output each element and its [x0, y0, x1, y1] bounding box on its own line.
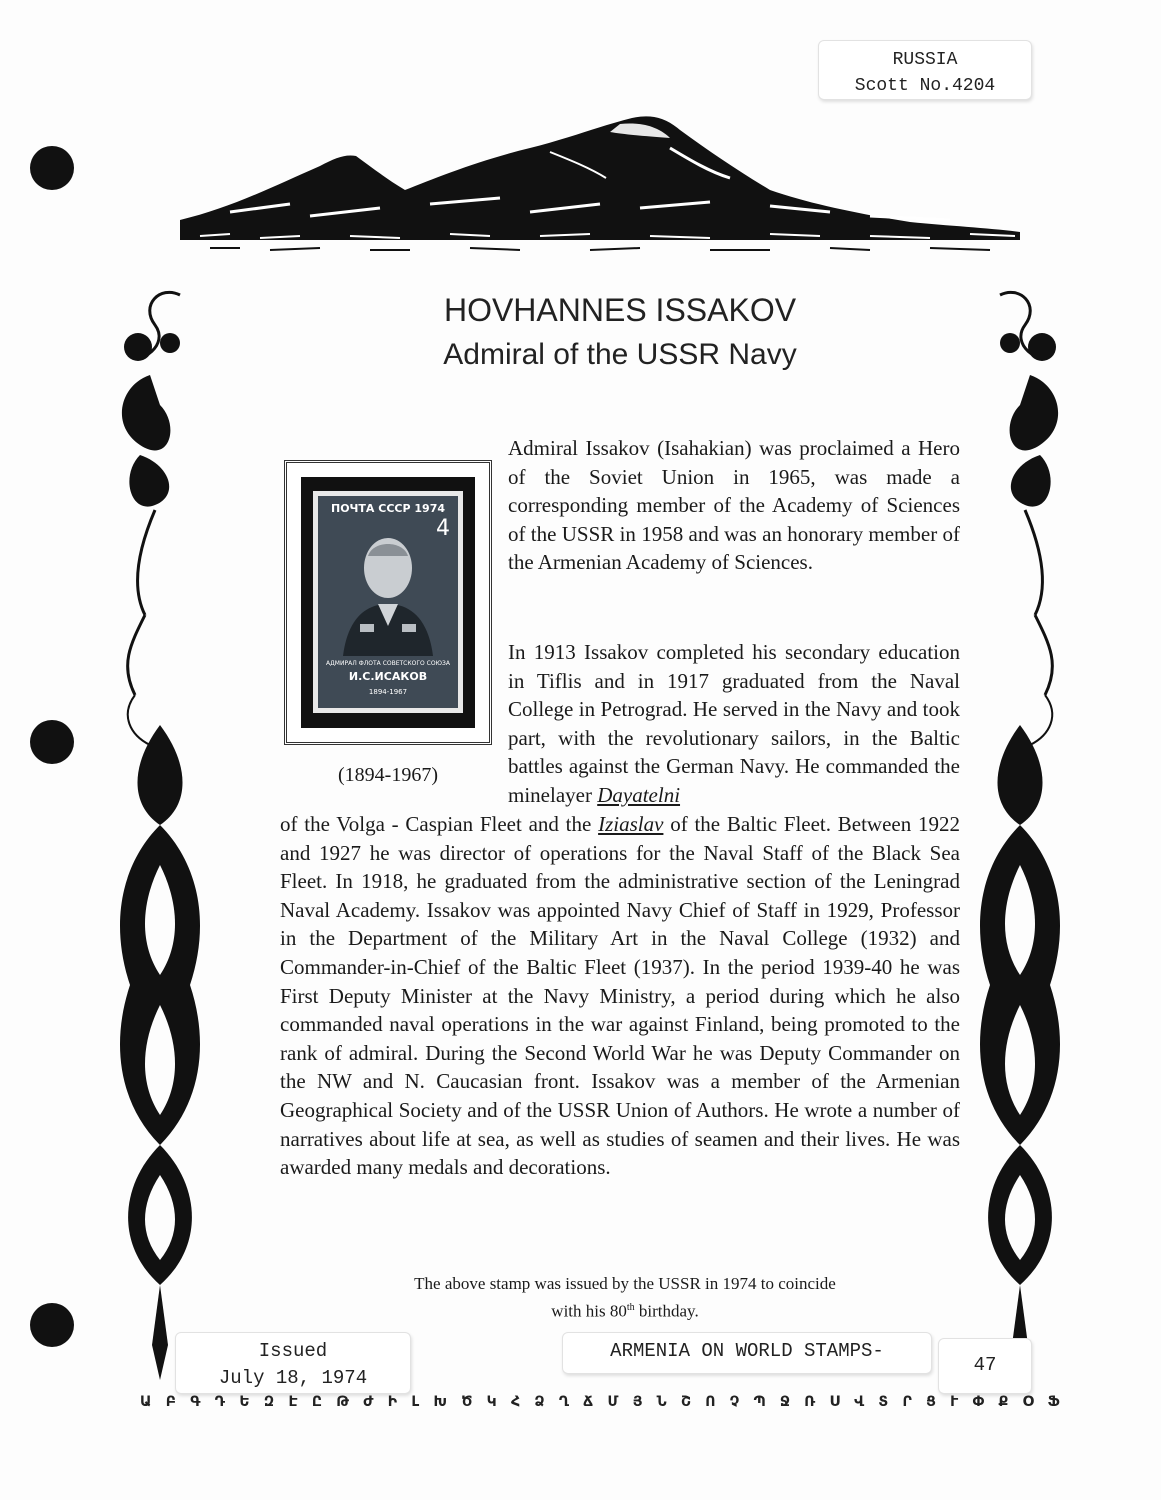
stamp-frame [284, 460, 492, 745]
page-number: 47 [973, 1354, 997, 1376]
stamp-caption-line2: И.С.ИСАКОВ [348, 670, 428, 683]
paragraph-2 [508, 638, 960, 810]
ship-name-iziaslav: Iziaslav [598, 812, 664, 836]
paragraph-2-text: In 1913 Issakov completed his secondary education in Tiflis and in 1917 graduated from the Naval College in Petrograd. He served in the Navy and took part, with the revolutionary sailors, in the Baltic battles against the German Navy. He commanded the minelayer [508, 640, 960, 807]
ship-name-dayatelni: Dayatelni [597, 782, 681, 807]
stamp [313, 491, 463, 713]
paragraph-1: Admiral Issakov (Isahakian) was proclaimed a Hero of the Soviet Union in 1965, was made a corresponding member of the Academy of Sciences of the USSR in 1958 and was an honorary member of the Armenian Academy of Sciences. [508, 436, 960, 575]
alphabet-letter: Ի [387, 1394, 398, 1410]
country-label [818, 40, 1032, 100]
binder-hole-top [30, 146, 74, 190]
right-ornamental-border [970, 285, 1080, 1385]
page-title: HOVHANNES ISSAKOV [443, 292, 797, 328]
alphabet-letter: Ր [902, 1394, 912, 1410]
alphabet-letter: Գ [190, 1394, 201, 1410]
alphabet-letter: Ը [311, 1394, 322, 1410]
series-label [562, 1332, 932, 1374]
alphabet-letter: Օ [1022, 1394, 1034, 1410]
note-line2: with his 80th birthday. [551, 1301, 699, 1321]
alphabet-letter: Ծ [461, 1394, 473, 1410]
mountain-illustration [170, 108, 1030, 258]
alphabet-letter: Շ [681, 1394, 691, 1410]
armenian-alphabet-strip [140, 1394, 1060, 1410]
stamp-issue-note [300, 1272, 950, 1324]
alphabet-letter: Մ [607, 1394, 619, 1410]
issued-text: Issued [258, 1340, 328, 1362]
note-line1: The above stamp was issued by the USSR in 1974 to coincide [414, 1274, 836, 1293]
country-text: RUSSIA [892, 50, 958, 70]
left-ornamental-border [100, 285, 210, 1385]
alphabet-letter: Վ [854, 1394, 865, 1410]
alphabet-letter: Բ [165, 1394, 176, 1410]
alphabet-letter: Ջ [780, 1394, 790, 1410]
series-text: ARMENIA ON WORLD STAMPS- [610, 1340, 884, 1362]
page-number-label [938, 1338, 1032, 1394]
alphabet-letter: Տ [878, 1394, 889, 1410]
alphabet-letter: Պ [753, 1394, 766, 1410]
alphabet-letter: Ֆ [1047, 1394, 1060, 1410]
alphabet-letter: Յ [632, 1394, 643, 1410]
alphabet-letter: Ս [829, 1394, 840, 1410]
alphabet-letter: Փ [972, 1394, 985, 1410]
stamp-caption-line1: АДМИРАЛ ФЛОТА СОВЕТСКОГО СОЮЗА [326, 660, 450, 667]
alphabet-letter: Դ [214, 1394, 225, 1410]
binder-hole-middle [30, 720, 74, 764]
alphabet-letter: Հ [510, 1394, 521, 1410]
alphabet-letter: Ձ [534, 1394, 545, 1410]
alphabet-letter: Ե [239, 1394, 250, 1410]
binder-hole-bottom [30, 1303, 74, 1347]
alphabet-letter: Ա [140, 1394, 152, 1410]
paragraph-3 [280, 810, 960, 1182]
alphabet-letter: Լ [411, 1394, 420, 1410]
alphabet-letter: Ք [998, 1394, 1009, 1410]
alphabet-letter: Ղ [558, 1394, 569, 1410]
alphabet-letter: Ժ [363, 1394, 374, 1410]
paragraph-3-text-a: of the Volga - Caspian Fleet and the [280, 812, 592, 836]
issued-date: July 18, 1974 [218, 1367, 368, 1389]
alphabet-letter: Ռ [804, 1394, 816, 1410]
alphabet-letter: Զ [263, 1394, 275, 1410]
paragraph-3-text-b: of the Baltic Fleet. Between 1922 and 1927 he was director of operations for the Naval Staff of the Black Sea Fleet. In 1918, he graduated from the administrative section of the Leningrad Naval Academy. Issakov was appointed Navy Chief of Staff in 1929, Professor in the Department of the Military Art in the Naval College (1932) and Commander-in-Chief of the Baltic Fleet (1937). In the period 1939-40 he was First Deputy Minister at the Navy Ministry, a period during which he also commanded naval operations in the war against Finland, being promoted to the rank of admiral. During the Second World War he was Deputy Commander on the NW and N. Caucasian front. Issakov was a member of the Armenian Geographical Society and of the USSR Union of Authors. He wrote a number of narratives about life at sea, as well as studies of seamen and their lives. He was awarded many medals and decorations. [280, 812, 961, 1180]
page-subtitle: Admiral of the USSR Navy [443, 338, 797, 371]
alphabet-letter: Ո [705, 1394, 716, 1410]
stamp-caption-line3: 1894-1967 [368, 688, 408, 696]
alphabet-letter: Խ [433, 1394, 448, 1410]
stamp-years: (1894-1967) [338, 764, 438, 786]
portrait-illustration [338, 526, 438, 656]
alphabet-letter: Չ [729, 1394, 740, 1410]
alphabet-letter: Ց [926, 1394, 936, 1410]
alphabet-letter: Է [288, 1394, 298, 1410]
alphabet-letter: Թ [336, 1394, 349, 1410]
alphabet-letter: Ւ [950, 1394, 959, 1410]
stamp-top-text: ПОЧТА СССР 1974 [330, 502, 446, 515]
issued-label [175, 1332, 411, 1394]
stamp-denomination: 4 [436, 516, 450, 541]
catalog-number: Scott No.4204 [854, 76, 996, 96]
alphabet-letter: Կ [486, 1394, 497, 1410]
alphabet-letter: Ճ [583, 1394, 594, 1410]
alphabet-letter: Ն [656, 1394, 667, 1410]
